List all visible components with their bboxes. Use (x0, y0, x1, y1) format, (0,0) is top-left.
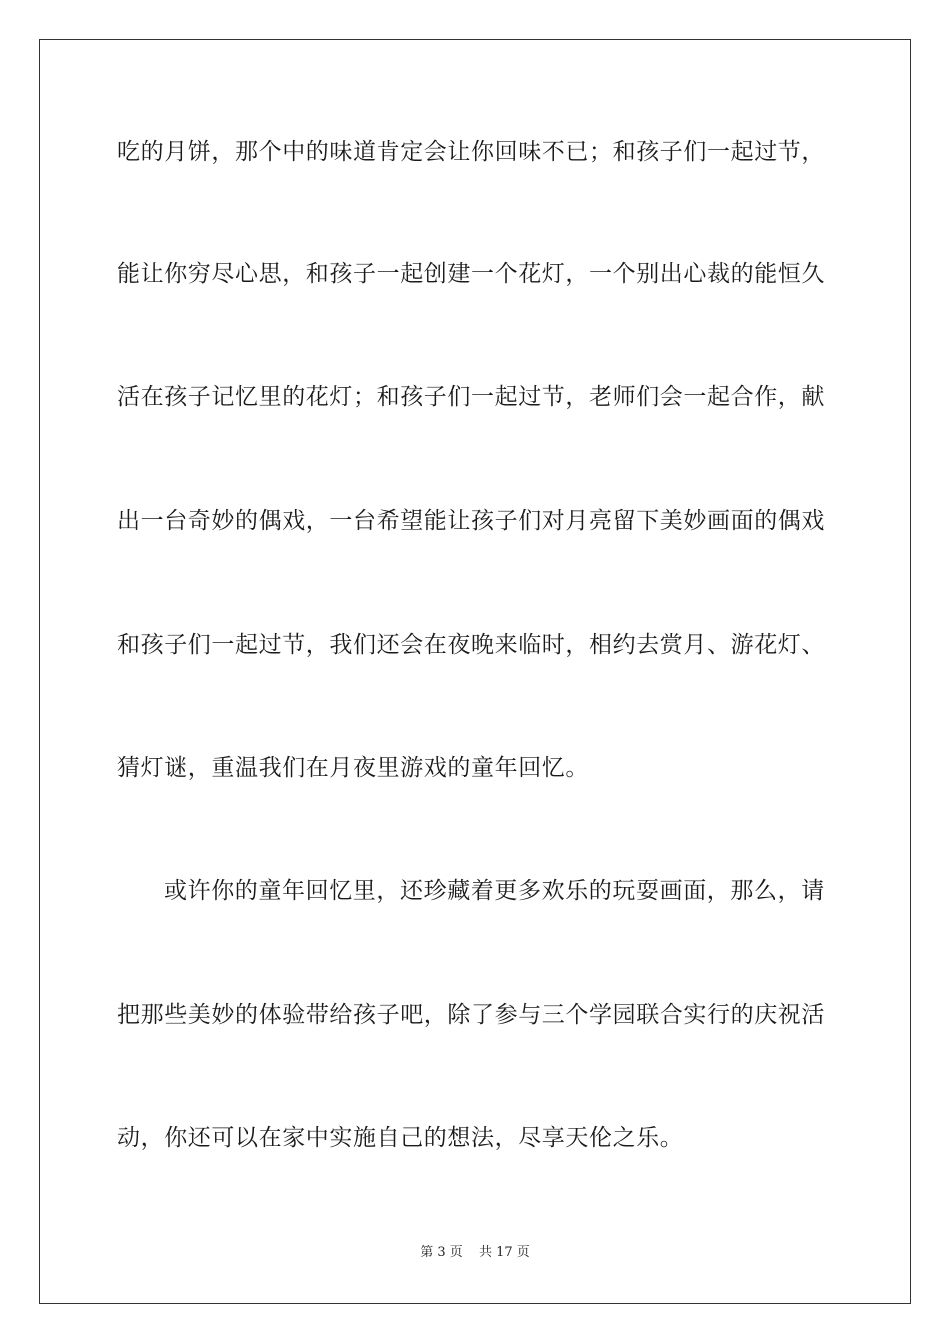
body-text-line-5: 和孩子们一起过节，我们还会在夜晚来临时，相约去赏月、游花灯、 (117, 632, 825, 658)
body-text-line-6: 猜灯谜，重温我们在月夜里游戏的童年回忆。 (117, 755, 589, 781)
page-footer (0, 1244, 950, 1262)
body-text-line-7: 或许你的童年回忆里，还珍藏着更多欢乐的玩耍画面，那么，请 (164, 878, 825, 904)
body-text-line-8: 把那些美妙的体验带给孩子吧，除了参与三个学园联合实行的庆祝活 (117, 1002, 825, 1028)
body-text-line-4: 出一台奇妙的偶戏，一台希望能让孩子们对月亮留下美妙画面的偶戏 (117, 508, 825, 534)
body-text-line-1: 吃的月饼，那个中的味道肯定会让你回味不已；和孩子们一起过节， (117, 139, 825, 165)
page-number: 第 3 页 (420, 1245, 463, 1260)
body-text-line-9: 动，你还可以在家中实施自己的想法，尽享天伦之乐。 (117, 1125, 684, 1151)
page-border (39, 39, 911, 1304)
total-pages: 共 17 页 (478, 1245, 530, 1260)
body-text-line-3: 活在孩子记忆里的花灯；和孩子们一起过节，老师们会一起合作，献 (117, 384, 825, 410)
body-text-line-2: 能让你穷尽心思，和孩子一起创建一个花灯，一个别出心裁的能恒久 (117, 261, 825, 287)
